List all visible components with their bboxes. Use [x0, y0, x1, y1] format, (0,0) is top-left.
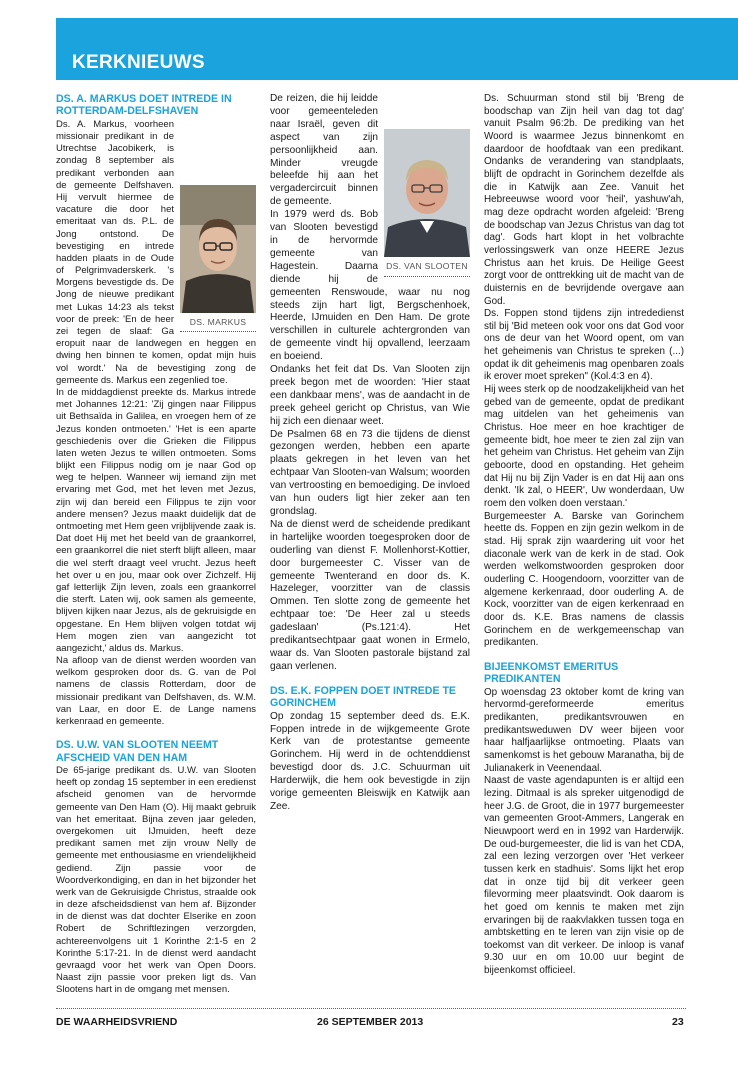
footer-publication: DE WAARHEIDSVRIEND [56, 1016, 178, 1028]
section-banner [56, 18, 738, 80]
article-headline-foppen: DS. E.K. FOPPEN DOET INTREDE TE GORINCHEM [270, 684, 457, 710]
column-3 [484, 93, 684, 978]
article-paragraph: Na afloop van de dienst werden woorden van welkom gesproken door ds. G. van de Pol namens de classis Rotterdam, door de missionair predikant van Delfshaven, ds. W.M. van Laar, en door E. de Lange namens kerkenraad en gemeente. [56, 655, 256, 727]
photo-van-slooten [384, 129, 470, 277]
photo-caption-markus: DS. MARKUS [189, 316, 247, 327]
article-headline-van-slooten: DS. U.W. VAN SLOOTEN NEEMT AFSCHEID VAN DEN HAM [56, 739, 219, 764]
article-paragraph: De reizen, die hij leidde voor gemeenteleden naar Israël, geven dit aspect van zijn persoonlijkheid aan. Minder vreugde beleefde hij aan het vergadercircuit binnen de gemeente. [270, 93, 378, 208]
caption-divider [180, 331, 256, 332]
article-paragraph: Burgemeester A. Barske van Gorinchem heette ds. Foppen en zijn gezin welkom in de stad. Hij sprak zijn waardering uit voor het diaconale werk van de kerk in de stad. Ook werden welkomstwoorden gesproken door ouderling C. Hoogendoorn, voorzitter van de algemene kerkenraad, door ouderling A. de Kock, voorzitter van de eigen kerkenraad en door ds. K.E. Bras namens de classis Gorinchem en de werkgemeenschap van predikanten. [484, 510, 684, 649]
caption-divider [384, 276, 470, 277]
article-paragraph: Naast de vaste agendapunten is er altijd een lezing. Ditmaal is als spreker uitgenodigd de heer J.G. de Groot, die in 1977 burgemeester van gemeenten Groot-Ammers, Langerak en Nieuwpoort werd en in 1992 van Harderwijk. De oud-burgemeester, die lid is van het CDA, zal een lezing verzorgen over 'Het verkeer tussen kerk en stadhuis'. Soms lijkt het erop dat in onze tijd bij dit verkeer geen filevorming meer plaatsvindt. Ook daarom is het goed om kennis te maken met zijn ervaringen bij de raakvlakken tussen toga en ambtsketting en te leren van zijn visie op de toekomst van dit verkeer. De inloop is vanaf 9.30 uur en om 10.00 uur begint de bijeenkomst officieel. [484, 775, 684, 977]
article-paragraph: Ondanks het feit dat Ds. Van Slooten zijn preek begon met de woorden: 'Hier staat een dankbaar mens', was de aandacht in de preek geheel gericht op Christus, van Wie hij zich een dienaar weet. [270, 364, 470, 427]
photo-markus [180, 185, 256, 332]
article-paragraph: Ds. Foppen stond tijdens zijn intrededienst stil bij 'Bid meteen ook voor ons dat God voor ons de deur van het Woord opent, om van het geheimenis van Christus te spreken (...) opdat ik dit geheimenis mag openbaren zoals ik erover moet spreken" (Kol.4:3 en 4). [484, 308, 684, 383]
photo-caption-van-slooten: DS. VAN SLOOTEN [386, 261, 468, 271]
article-paragraph: Ds. A. Markus, voorheen missionair predikant in de Utrechtse Jacobikerk, is zondag 8 september als predikant verbonden aan de gemeente Delfshaven. Hij vervult hiermee de vacature die door het emeritaat van ds. P.L. de Jong ontstond. De bevestiging en intrede hadden plaats in de Oude of Pelgrimvaderskerk. 's Morgens bevestigde ds. De Jong de nieuwe predikant met Lukas 14:23 als tekst voor de preek: 'En de heer zei tegen de slaaf: Ga eropuit naar de landwegen en heggen en dwing hen binnen te komen, opdat mijn huis vol wordt.' Na de bevestiging zong de gemeente ds. Markus een zegenlied toe. [56, 118, 256, 386]
article-headline-markus: DS. A. MARKUS DOET INTREDE IN ROTTERDAM-DELFSHAVEN [56, 93, 232, 118]
portrait-markus-image [180, 185, 256, 313]
footer-divider [56, 1008, 686, 1009]
column-1 [56, 93, 256, 997]
article-paragraph: In 1979 werd ds. Bob van Slooten bevestigd in de hervormde gemeente van Hagestein. Daarna diende hij de gemeenten Renswoude, waar nu nog steeds zijn hart ligt, Bergschenhoek, Heerde, IJmuiden en Den Ham. De grote verschillen in culturele achtergronden van de gemeente vindt hij opvallend, leerzaam en boeiend. [270, 209, 470, 363]
footer-date: 26 SEPTEMBER 2013 [317, 1016, 424, 1028]
article-paragraph: De Psalmen 68 en 73 die tijdens de dienst gezongen werden, hebben een aparte plaats gekregen in het leven van het echtpaar Van Slooten-van Walsum; woorden van vertroosting en bemoediging. De invloed van hun ouders ligt hier zeker aan ten grondslag. [270, 428, 470, 517]
article-headline-bijeenkomst: BIJEENKOMST EMERITUS PREDIKANTEN [484, 660, 619, 686]
article-paragraph: Op zondag 15 september deed ds. E.K. Foppen intrede in de wijkgemeente Grote Kerk van de protestantse gemeente Gorinchem. Hij werd in de ochtenddienst bevestigd door ds. J.C. Schuurman uit Harderwijk, die hem ook bevestigde in zijn vorige gemeenten Bleiswijk en Katwijk aan Zee. [270, 710, 470, 812]
footer-page-number: 23 [672, 1016, 684, 1028]
article-paragraph: Na de dienst werd de scheidende predikant in hartelijke woorden toegesproken door de ouderling van dienst F. Mollenhorst-Kottier, door burgemeester C. Visser van de gemeente Twenterand en door ds. K. Hazeleger, voorzitter van de classis Ommen. Ten slotte zong de gemeente het echtpaar toe: 'De Heer zal u steeds gadeslaan' (Ps.121:4). Het predikantsechtpaar gaat wonen in Ermelo, waar ds. Van Slooten pastorale bijstand zal gaan verlenen. [270, 518, 470, 672]
section-title: KERKNIEUWS [72, 52, 205, 73]
portrait-van-slooten-image [384, 129, 470, 257]
column-2 [270, 93, 470, 814]
article-paragraph: Op woensdag 23 oktober komt de kring van hervormd-gereformeerde emeritus predikanten, predikantsvrouwen en predikantsweduwen DV weer bijeen voor haar halfjaarlijkse ontmoeting. Plaats van samenkomst is het gebouw Maranatha, bij de Julianakerk in Veenendaal. [484, 686, 684, 774]
article-paragraph: In de middagdienst preekte ds. Markus intrede met Johannes 12:21: 'Zij gingen naar Filippus uit Bethsaïda in Galilea, en vroegen hem of ze Jezus konden ontmoeten.' 'Het is een aparte geschiedenis over die Grieken die Filippus laten weten Jezus te willen ontmoeten. Soms blijkt een Filippus nodig om je naar God op weg te helpen. Wanneer wij iemand zijn met ervaring met God, met het leven met Jezus, zijn wij dan bereid een Filippus te zijn voor andere mensen? Jezus maakt duidelijk dat de ontmoeting met Hem geen vrijblijvende zaak is. Dat doet Hij met het beeld van de graankorrel, een graankorrel die niet sterft blijft alleen, maar die wel sterft draagt veel vrucht. Jezus heeft het over u en jou, maar ook over Zichzelf. Hij gaf letterlijk Zijn leven, zoals een graankorrel die sterft. Laten wij, ook samen als gemeente, blijven kijken naar Jezus, als de gekruisigde en opgestane. En Hem blijven volgen totdat wij Hem mogen zien van aangezicht tot aangezicht,' aldus ds. Markus. [56, 386, 256, 654]
article-paragraph: Ds. Schuurman stond stil bij 'Breng de boodschap van Zijn heil van dag tot dag' vanuit Psalm 96:2b. De prediking van het Woord is waarmee Jezus binnenkomt en daardoor de hoofdtaak van een predikant. Ondanks de verandering van standplaats, blijft de opdracht in Gorinchem dezelfde als die in Katwijk aan Zee. Vanuit het Hebreeuwse woord voor 'heil', yashuw'ah, mag deze opdracht worden afgeleid: 'Breng de boodschap van Jezus Christus van dag tot dag'. Gods hart klopt in het volbrachte verlossingswerk van onze HEERE Jezus Christus aan het kruis. De Heilige Geest zorgt voor de onttrekking uit de macht van de duisternis en de bevrijdende overgave aan God. [484, 93, 684, 307]
article-paragraph: De 65-jarige predikant ds. U.W. van Slooten heeft op zondag 15 september in een eredienst afscheid genomen van de hervormde gemeente van Den Ham (O). Hij maakt gebruik van het emeritaat. Bijna zeven jaar geleden, overgekomen uit IJmuiden, heeft deze predikant samen met zijn vrouw Nelly de gemeente met enthousiasme en vriendelijkheid gediend. Zijn passie voor de Woordverkondiging, en dan in het bijzonder het werk van de Gekruisigde Christus, straalde ook in deze afscheidsdienst van hem af. Bijzonder in de dienst was dat dochter Elserike en zoon Robert de Schriftlezingen verzorgden, achtereenvolgens uit 1 Korinthe 2:1-5 en 2 Korinthe 5:17-21. In de dienst werd aandacht gevraagd voor het werk van Open Doors. Naast zijn passie voor preken ligt ds. Van Slootens hart in de omgang met mensen. [56, 765, 256, 996]
article-paragraph: Hij wees sterk op de noodzakelijkheid van het gebed van de gemeente, opdat de predikant mag uitdelen van het geheimenis van Christus. Hoe meer en hoe krachtiger de gemeente bidt, hoe meer te zien zal zijn van het geheim van Christus. Het geheim van Zijn geboorte, dood en opstanding. Het geheim dat Hij nu bij Zijn Vader is en dat Hij aan ons denkt. 'Ik zal, o HEER', Uw wonderdaan, Uw roem den volken doen verstaan.' [484, 384, 684, 509]
